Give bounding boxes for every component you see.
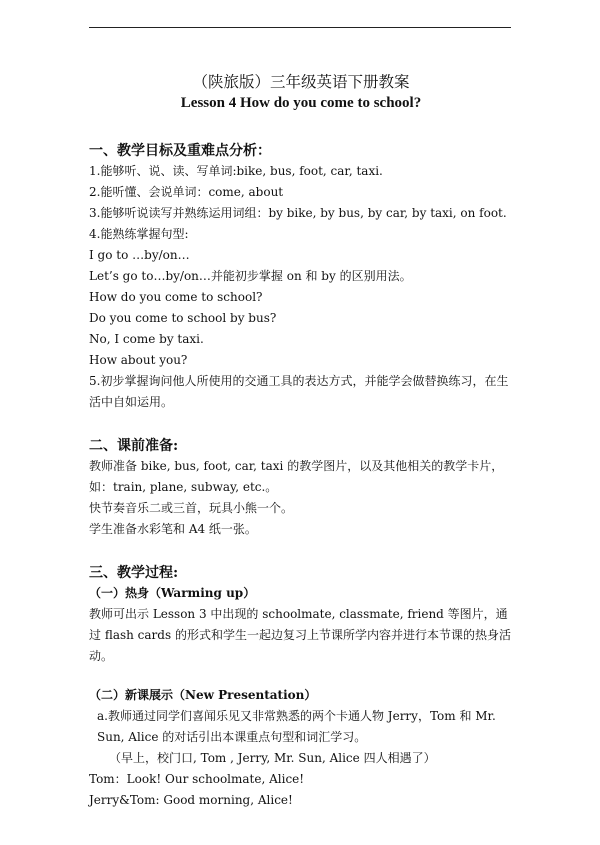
s1-line-2: 2.能听懂、会说单词：come, about [89, 185, 284, 199]
s2-line-2: 学生准备水彩笔和 A4 纸一张。 [89, 522, 257, 536]
doc-title: （陕旅版）三年级英语下册教案 [192, 73, 410, 91]
dialog-line-1: Tom：Look! Our schoolmate, Alice! [89, 772, 305, 786]
part2-text: a.教师通过同学们喜闻乐见又非常熟悉的两个卡通人物 Jerry，Tom 和 Mr. Sun, Alice 的对话引出本课重点句型和词汇学习。 [97, 709, 496, 744]
part2-title: （二）新课展示（New Presentation） [89, 688, 317, 702]
section2-heading: 二、课前准备: [89, 438, 179, 454]
header-rule [89, 27, 511, 28]
document-page [89, 72, 513, 811]
s2-line-1: 快节奏音乐二或三首，玩具小熊一个。 [89, 501, 294, 515]
s1-line-10: How about you? [89, 353, 188, 367]
section3-heading: 三、教学过程: [89, 565, 179, 581]
s1-line-1: 1.能够听、说、读、写单词:bike, bus, foot, car, taxi. [89, 164, 383, 178]
s1-line-3: 3.能够听说读写并熟练运用词组：by bike, by bus, by car, by taxi, on foot. [89, 206, 507, 220]
s1-line-9: No, I come by taxi. [89, 332, 204, 346]
s1-line-6: Let’s go to…by/on…并能初步掌握 on 和 by 的区别用法。 [89, 269, 412, 283]
scene-note: （早上，校门口, Tom , Jerry, Mr. Sun, Alice 四人相遇了） [109, 751, 436, 765]
s1-line-4: 4.能熟练掌握句型: [89, 227, 189, 241]
s2-para-1: 教师准备 bike, bus, foot, car, taxi 的教学图片，以及其他相关的教学卡片，如：train, plane, subway, etc.。 [89, 459, 504, 494]
s1-line-8: Do you come to school by bus? [89, 311, 277, 325]
s1-line-5: I go to …by/on… [89, 248, 190, 262]
s1-line-last: 5.初步掌握询问他人所使用的交通工具的表达方式，并能学会做替换练习，在生活中自如运用。 [89, 374, 509, 409]
dialog-line-2: Jerry&Tom: Good morning, Alice! [89, 793, 293, 807]
part1-text: 教师可出示 Lesson 3 中出现的 schoolmate, classmate, friend 等图片，通过 flash cards 的形式和学生一起边复习上节课所学内容并进行本节课的热身活动。 [89, 607, 511, 663]
part1-title: （一）热身（Warming up） [89, 586, 256, 600]
s1-line-7: How do you come to school? [89, 290, 263, 304]
doc-subtitle: Lesson 4 How do you come to school? [180, 95, 422, 111]
section1-heading: 一、教学目标及重难点分析： [89, 143, 271, 159]
